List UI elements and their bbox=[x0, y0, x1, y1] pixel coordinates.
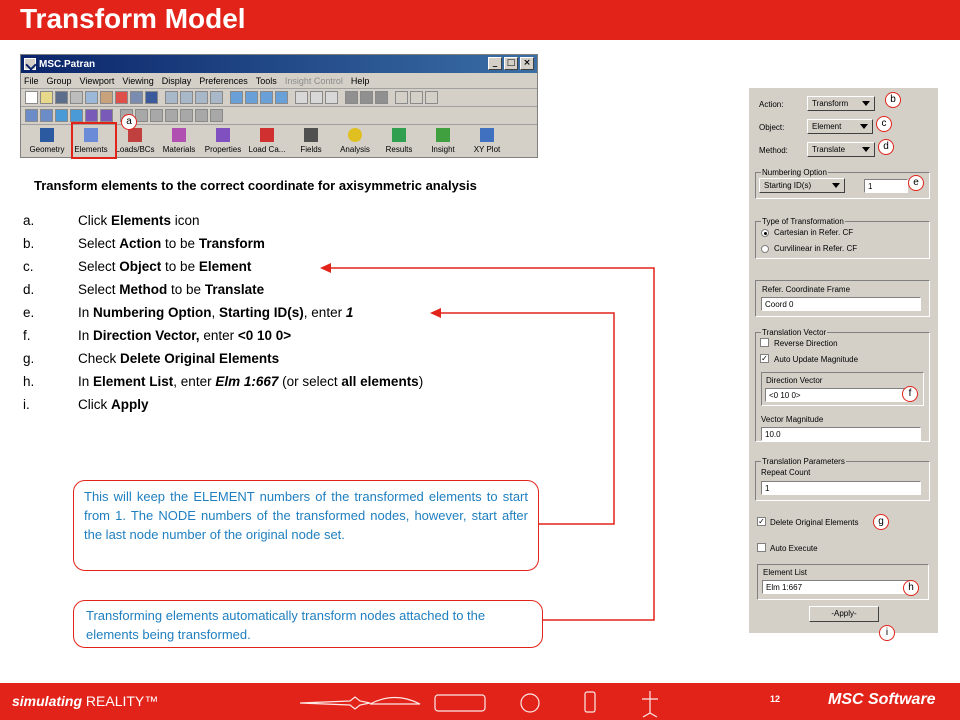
callout-g: g bbox=[873, 514, 889, 530]
menu-viewing[interactable]: Viewing bbox=[122, 75, 154, 86]
cartesian-radio[interactable] bbox=[761, 229, 769, 237]
ref-frame-label: Refer. Coordinate Frame bbox=[762, 285, 851, 294]
menu-tools[interactable]: Tools bbox=[255, 75, 277, 86]
note-node-transform: Transforming elements automatically transform nodes attached to the elements being transformed. bbox=[73, 600, 543, 648]
step-text: enter bbox=[199, 328, 238, 343]
step-emphasis: Action bbox=[119, 236, 162, 251]
curvilinear-label: Curvilinear in Refer. CF bbox=[774, 244, 858, 253]
callout-c: c bbox=[876, 116, 892, 132]
action-value: Transform bbox=[812, 99, 849, 108]
step-emphasis: Numbering Option bbox=[93, 305, 212, 320]
action-dropdown[interactable] bbox=[807, 96, 875, 111]
app-label: Materials bbox=[162, 145, 196, 154]
auto-update-label: Auto Update Magnitude bbox=[774, 355, 859, 364]
step-letter: h. bbox=[23, 374, 35, 389]
vector-magnitude-input[interactable]: 10.0 bbox=[761, 427, 921, 441]
person-icon bbox=[642, 691, 658, 717]
step-emphasis: Direction Vector, bbox=[93, 328, 200, 343]
close-button[interactable]: × bbox=[520, 57, 534, 70]
element-list-input[interactable]: Elm 1:667 bbox=[762, 580, 912, 594]
step-letter: d. bbox=[23, 282, 35, 297]
step-emphasis: Translate bbox=[204, 282, 265, 297]
object-value: Element bbox=[812, 122, 842, 131]
chevron-down-icon bbox=[860, 124, 868, 129]
step-value: 1 bbox=[345, 305, 354, 320]
step-text: (or select bbox=[278, 374, 342, 389]
auto-execute-label: Auto Execute bbox=[770, 544, 818, 553]
step-letter: i. bbox=[23, 397, 30, 412]
numbering-value: Starting ID(s) bbox=[764, 181, 812, 190]
callout-d: d bbox=[878, 139, 894, 155]
repeat-count-label: Repeat Count bbox=[761, 468, 811, 477]
element-list-label: Element List bbox=[763, 568, 808, 577]
step-text: Select bbox=[78, 259, 120, 274]
step-text: , enter bbox=[173, 374, 216, 389]
translation-params-label: Translation Parameters bbox=[762, 457, 845, 466]
step-letter: c. bbox=[23, 259, 34, 274]
step-text: In bbox=[78, 374, 94, 389]
step-text: In bbox=[78, 305, 94, 320]
object-label: Object: bbox=[759, 123, 785, 132]
transform-form bbox=[749, 88, 938, 633]
object-dropdown[interactable] bbox=[807, 119, 873, 134]
transform-type-group bbox=[755, 221, 930, 259]
car-icon bbox=[370, 698, 420, 705]
step-emphasis: Delete Original Elements bbox=[120, 351, 280, 366]
app-label: Elements bbox=[74, 145, 108, 154]
step-emphasis: Elements bbox=[111, 213, 172, 228]
auto-execute-checkbox[interactable] bbox=[757, 543, 766, 552]
app-label: Geometry bbox=[29, 145, 65, 154]
step-text: Click bbox=[78, 397, 111, 412]
step-emphasis: Starting ID(s) bbox=[219, 305, 304, 320]
step-emphasis: Transform bbox=[198, 236, 265, 251]
step-text: Check bbox=[78, 351, 121, 366]
method-label: Method: bbox=[759, 146, 788, 155]
step-text: In bbox=[78, 328, 94, 343]
msc-software-logo: MSC Software bbox=[828, 691, 936, 708]
vector-magnitude-label: Vector Magnitude bbox=[761, 415, 824, 424]
chevron-down-icon bbox=[862, 147, 870, 152]
repeat-count-input[interactable]: 1 bbox=[761, 481, 921, 495]
app-label: Analysis bbox=[340, 145, 370, 154]
maximize-button[interactable]: □ bbox=[504, 57, 518, 70]
step-text: icon bbox=[171, 213, 200, 228]
start-id-input[interactable]: 1 bbox=[864, 179, 908, 193]
note-element-numbering: This will keep the ELEMENT numbers of the transformed elements to start from 1. The NODE numbers of the transformed nodes, however, start after the last node number of the original node set. bbox=[73, 480, 539, 571]
step-letter: a. bbox=[23, 213, 35, 228]
gear-icon bbox=[521, 694, 539, 712]
step-text: to be bbox=[161, 236, 199, 251]
app-label: Insight bbox=[431, 145, 455, 154]
tagline-bold: simulating bbox=[12, 693, 83, 709]
app-label: XY Plot bbox=[473, 145, 501, 154]
slide-title: Transform Model bbox=[20, 3, 246, 34]
auto-update-checkbox[interactable]: ✓ bbox=[761, 354, 768, 363]
action-label: Action: bbox=[759, 100, 784, 109]
translation-vector-label: Translation Vector bbox=[762, 328, 827, 337]
ref-frame-input[interactable]: Coord 0 bbox=[761, 297, 921, 311]
menu-viewport[interactable]: Viewport bbox=[79, 75, 115, 86]
step-letter: b. bbox=[23, 236, 35, 251]
method-dropdown[interactable] bbox=[807, 142, 875, 157]
airplane-icon bbox=[300, 697, 370, 709]
step-text: , enter bbox=[303, 305, 346, 320]
step-emphasis: Element bbox=[198, 259, 252, 274]
menu-insight-control[interactable]: Insight Control bbox=[284, 75, 343, 86]
app-label: Loads/BCs bbox=[115, 145, 155, 154]
menu-group[interactable]: Group bbox=[46, 75, 72, 86]
reverse-direction-checkbox[interactable] bbox=[760, 338, 769, 347]
train-icon bbox=[435, 695, 485, 711]
step-value: <0 10 0> bbox=[237, 328, 292, 343]
step-emphasis: Apply bbox=[111, 397, 149, 412]
method-value: Translate bbox=[812, 145, 846, 154]
arrowhead-step-c bbox=[320, 263, 331, 273]
step-letter: f. bbox=[23, 328, 31, 343]
step-text: Click bbox=[78, 213, 111, 228]
callout-f: f bbox=[902, 386, 918, 402]
arrow-note1-to-step-e bbox=[440, 313, 614, 524]
menu-file[interactable]: File bbox=[24, 75, 39, 86]
menu-display[interactable]: Display bbox=[161, 75, 192, 86]
app-label: Properties bbox=[204, 145, 242, 154]
phone-icon bbox=[585, 692, 595, 712]
footer-bar bbox=[0, 683, 960, 720]
step-text: to be bbox=[161, 259, 199, 274]
minimize-button[interactable]: _ bbox=[488, 57, 502, 70]
menu-help[interactable]: Help bbox=[350, 75, 370, 86]
reverse-direction-label: Reverse Direction bbox=[774, 339, 838, 348]
arrow-note2-to-step-c bbox=[330, 268, 654, 620]
direction-vector-label: Direction Vector bbox=[766, 376, 823, 385]
step-text: , bbox=[211, 305, 220, 320]
cartesian-label: Cartesian in Refer. CF bbox=[774, 228, 854, 237]
step-letter: e. bbox=[23, 305, 35, 320]
numbering-dropdown[interactable] bbox=[759, 178, 845, 193]
callout-a: a bbox=[121, 114, 137, 130]
app-label: Fields bbox=[300, 145, 322, 154]
page-number: 12 bbox=[770, 694, 781, 704]
step-emphasis: Object bbox=[119, 259, 162, 274]
step-text: Select bbox=[78, 236, 120, 251]
tagline-rest: REALITY™ bbox=[85, 693, 159, 709]
menu-preferences[interactable]: Preferences bbox=[199, 75, 248, 86]
step-emphasis: Method bbox=[119, 282, 168, 297]
delete-original-checkbox[interactable]: ✓ bbox=[758, 517, 765, 526]
patran-window-title: MSC.Patran bbox=[39, 58, 96, 70]
step-value: Elm 1:667 bbox=[215, 374, 279, 389]
step-letter: g. bbox=[23, 351, 35, 366]
app-label: Load Ca... bbox=[248, 145, 286, 154]
step-emphasis: Element List bbox=[93, 374, 174, 389]
chevron-down-icon bbox=[832, 183, 840, 188]
delete-original-label: Delete Original Elements bbox=[770, 518, 859, 527]
curvilinear-radio[interactable] bbox=[761, 245, 769, 253]
callout-i: i bbox=[879, 625, 895, 641]
step-text: ) bbox=[418, 374, 424, 389]
numbering-label: Numbering Option bbox=[762, 168, 827, 177]
footer-tagline bbox=[12, 693, 158, 709]
callout-h: h bbox=[903, 580, 919, 596]
app-label: Results bbox=[385, 145, 413, 154]
callout-e: e bbox=[908, 175, 924, 191]
step-emphasis: all elements bbox=[341, 374, 419, 389]
arrowhead-step-e bbox=[430, 308, 441, 318]
step-text: Select bbox=[78, 282, 120, 297]
apply-button[interactable]: -Apply- bbox=[809, 606, 879, 622]
direction-vector-input[interactable]: <0 10 0> bbox=[765, 388, 910, 402]
callout-b: b bbox=[885, 92, 901, 108]
chevron-down-icon bbox=[862, 101, 870, 106]
instruction-heading: Transform elements to the correct coordinate for axisymmetric analysis bbox=[34, 178, 477, 193]
step-text: to be bbox=[167, 282, 205, 297]
transform-type-label: Type of Transformation bbox=[762, 217, 844, 226]
